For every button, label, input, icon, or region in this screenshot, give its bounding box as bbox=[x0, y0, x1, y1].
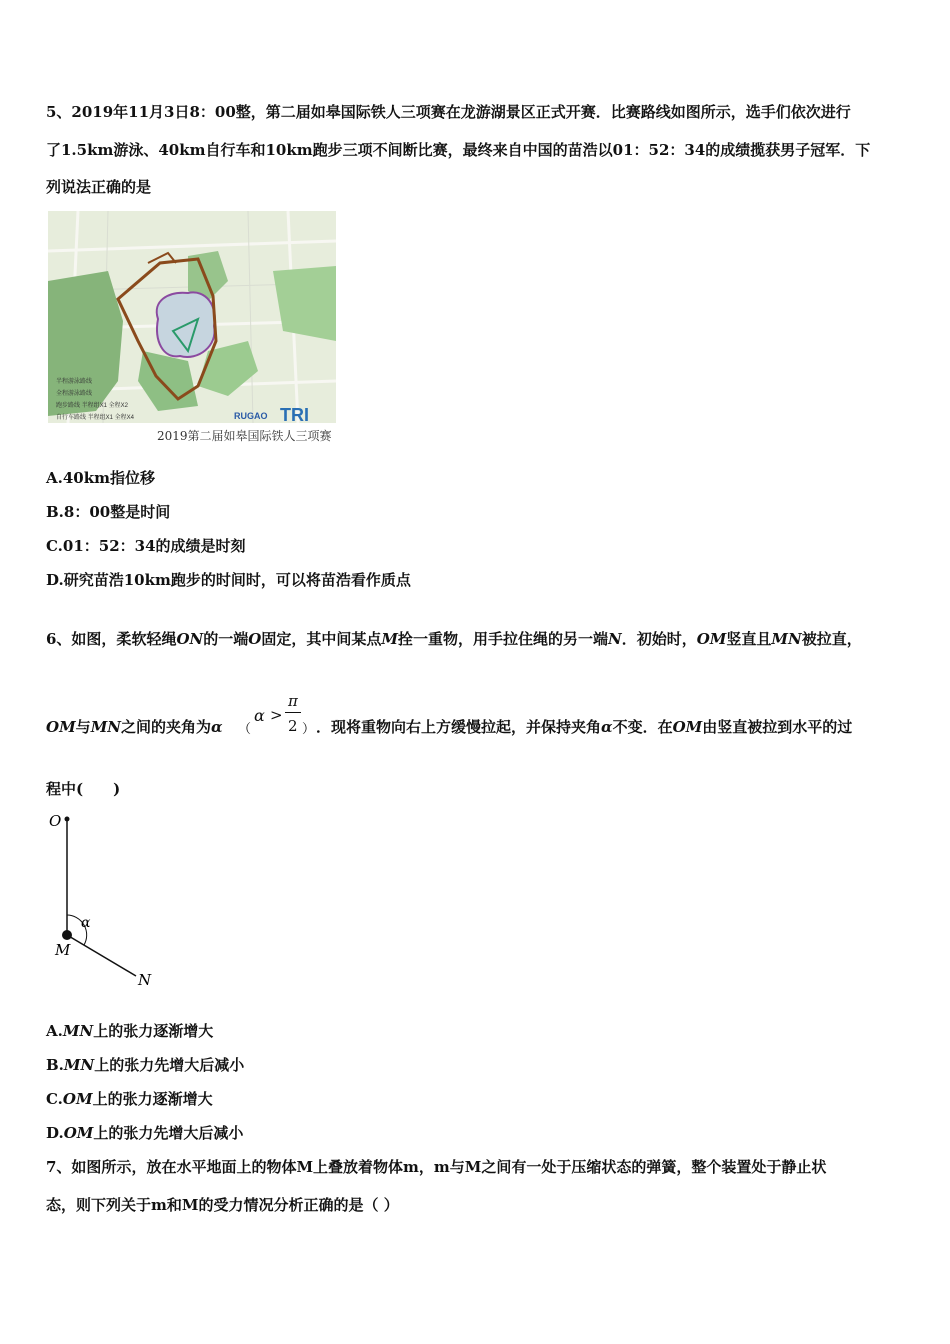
label-m: M bbox=[55, 941, 71, 959]
q5-option-d: D.研究苗浩10km跑步的时间时，可以将苗浩看作质点 bbox=[46, 571, 411, 589]
race-route-map bbox=[48, 211, 336, 423]
q6-option-d: D.OM上的张力先增大后减小 bbox=[46, 1124, 244, 1142]
label-alpha: α bbox=[81, 915, 91, 931]
q5-option-a: A.40km指位移 bbox=[46, 469, 155, 487]
logo-rugao: RUGAO bbox=[234, 411, 268, 421]
q6-line-2: OM与MN之间的夹角为α bbox=[46, 718, 223, 736]
q7-line-2: 态，则下列关于m和M的受力情况分析正确的是（ ） bbox=[46, 1196, 399, 1214]
q6-option-b: B.MN上的张力先增大后减小 bbox=[46, 1056, 245, 1074]
q5-line-2: 了1.5km游泳、40km自行车和10km跑步三项不间断比赛，最终来自中国的苗浩以01：52：34的成绩揽获男子冠军．下 bbox=[46, 141, 871, 159]
q5-option-c: C.01：52：34的成绩是时刻 bbox=[46, 537, 246, 555]
q6-option-c: C.OM上的张力逐渐增大 bbox=[46, 1090, 213, 1108]
q5-option-b: B.8：00整是时间 bbox=[46, 503, 171, 521]
q5-line-3: 列说法正确的是 bbox=[46, 178, 152, 196]
rope-diagram bbox=[46, 808, 166, 993]
q6-line-1: 6、如图，柔软轻绳ON的一端O固定，其中间某点M拴一重物，用手拉住绳的另一端N．初始时，OM竖直且MN被拉直， bbox=[46, 630, 862, 648]
label-o: O bbox=[49, 812, 62, 830]
legend-run: 跑步路线 半程组X1 全程X2 bbox=[56, 403, 129, 409]
q6-line-3: 程中( ) bbox=[46, 780, 121, 798]
q5-line-1: 5、2019年11月3日8：00整，第二届如皋国际铁人三项赛在龙游湖景区正式开赛．比赛路线如图所示，选手们依次进行 bbox=[46, 103, 851, 121]
legend-half-swim: 半程游泳路线 bbox=[56, 379, 93, 385]
legend-bike: 自行车路线 半程组X1 全程X4 bbox=[56, 415, 135, 421]
race-route-map-graphic bbox=[48, 211, 336, 423]
q6-line-2-rest: ．现将重物向右上方缓慢拉起，并保持夹角α不变．在OM由竖直被拉到水平的过 bbox=[316, 718, 853, 736]
q7-line-1: 7、如图所示，放在水平地面上的物体M上叠放着物体m，m与M之间有一处于压缩状态的弹簧，整个装置处于静止状 bbox=[46, 1158, 827, 1176]
q6-option-a: A.MN上的张力逐渐增大 bbox=[46, 1022, 214, 1040]
legend-full-swim: 全程游泳路线 bbox=[56, 391, 93, 397]
label-n: N bbox=[138, 971, 152, 989]
logo-tri: TRI bbox=[280, 405, 309, 423]
map-caption: 2019第二届如皋国际铁人三项赛 bbox=[157, 429, 332, 443]
alpha-condition-formula: （ α > π 2 ） bbox=[238, 692, 316, 737]
